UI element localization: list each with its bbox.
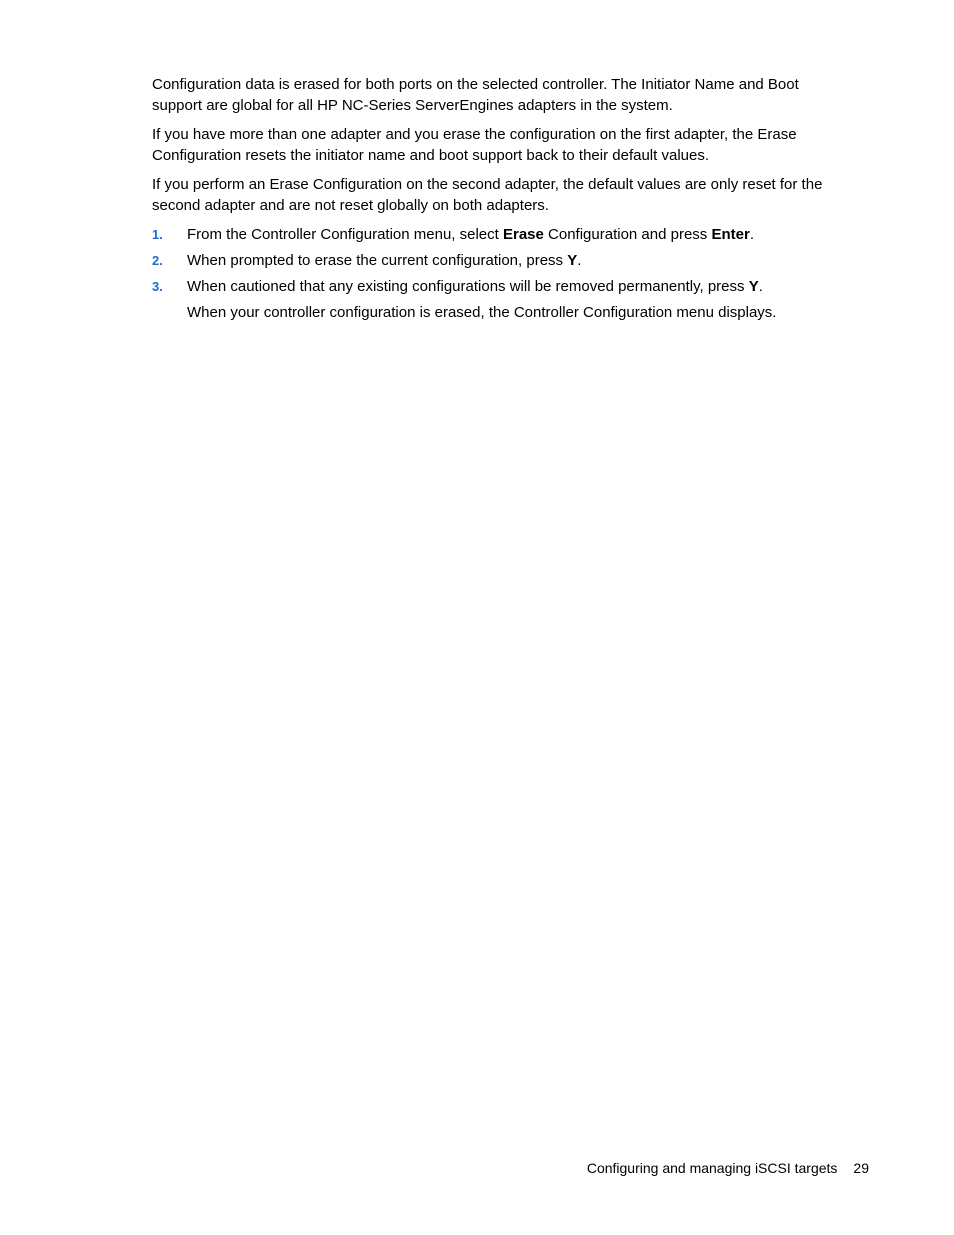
step-text: Configuration and press <box>543 226 712 243</box>
step-keyword: Y <box>748 278 759 295</box>
page-footer <box>587 1158 869 1178</box>
step-text: When prompted to erase the current configuration, press <box>187 252 568 269</box>
paragraph-erase-scope: Configuration data is erased for both ports on the selected controller. The Initiator Name and Boot support are global for all HP NC-Series ServerEngines adapters in the system. <box>152 76 799 114</box>
procedure-steps <box>152 224 852 297</box>
step-1 <box>152 224 852 245</box>
step-result: When your controller configuration is erased, the Controller Configuration menu displays. <box>187 304 777 321</box>
document-body <box>152 74 852 323</box>
paragraph-multiple-adapters: If you have more than one adapter and you erase the configuration on the first adapter, the Erase Configuration resets the initiator name and boot support back to their default values. <box>152 126 797 164</box>
step-text: When cautioned that any existing configurations will be removed permanently, press <box>187 278 749 295</box>
step-number: 2. <box>152 253 163 268</box>
step-keyword: Erase <box>502 226 544 243</box>
step-number: 3. <box>152 279 163 294</box>
step-number: 1. <box>152 227 163 242</box>
step-keyword: Y <box>567 252 578 269</box>
step-text: . <box>749 226 754 243</box>
paragraph-second-adapter: If you perform an Erase Configuration on the second adapter, the default values are only reset for the second adapter and are not reset globally on both adapters. <box>152 176 823 214</box>
step-2 <box>152 250 852 271</box>
page-number: 29 <box>853 1160 869 1176</box>
step-text: From the Controller Configuration menu, select <box>187 226 503 243</box>
step-3 <box>152 276 852 297</box>
footer-section-title: Configuring and managing iSCSI targets <box>586 1160 838 1176</box>
step-text: . <box>758 278 763 295</box>
step-keyword: Enter <box>711 226 750 243</box>
step-text: . <box>577 252 582 269</box>
